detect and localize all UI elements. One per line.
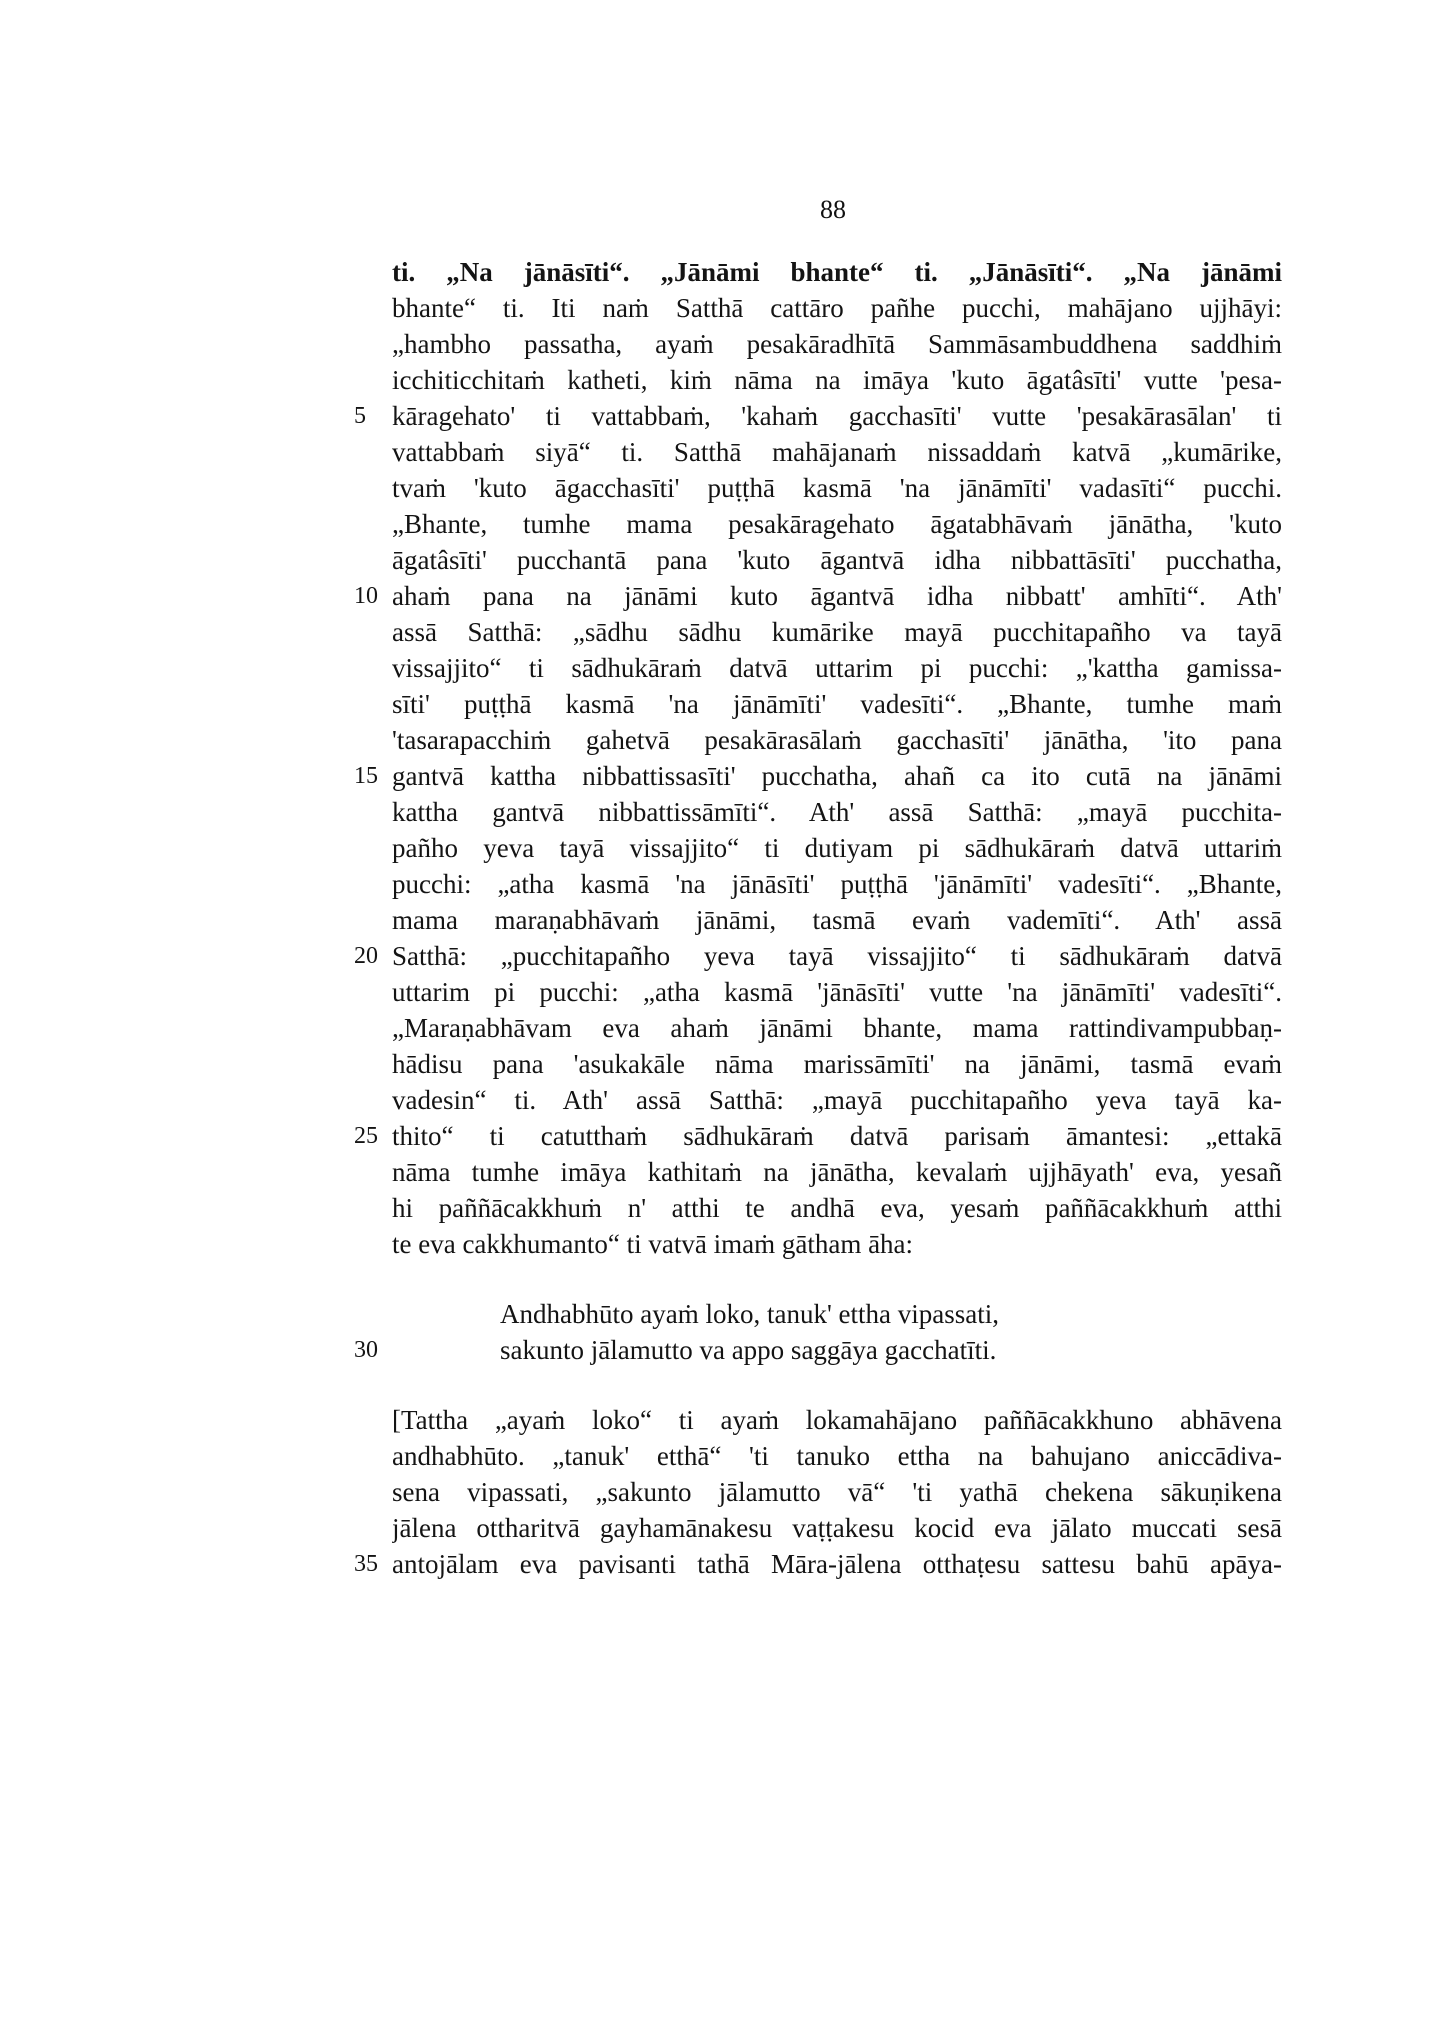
commentary-line: jālena ottharitvā gayhamānakesu vaṭṭakesu kocid eva jālato muccati sesā [392,1513,1282,1543]
text-line: uttarim pi pucchi: „atha kasmā 'jānāsīti' vutte 'na jānāmīti' vadesīti“. [392,977,1282,1007]
text-line: ahaṁ pana na jānāmi kuto āgantvā idha nibbatt' amhīti“. Ath' [392,581,1282,611]
text-line: „Maraṇabhāvam eva ahaṁ jānāmi bhante, mama rattindivampubbaṇ- [392,1013,1282,1043]
text-line: tvaṁ 'kuto āgacchasīti' puṭṭhā kasmā 'na jānāmīti' vadasīti“ pucchi. [392,473,1282,503]
line-number: 25 [354,1123,378,1149]
text-line: mama maraṇabhāvaṁ jānāmi, tasmā evaṁ vademīti“. Ath' assā [392,905,1282,935]
line-number: 35 [354,1551,378,1577]
text-line: pucchi: „atha kasmā 'na jānāsīti' puṭṭhā 'jānāmīti' vadesīti“. „Bhante, [392,869,1282,899]
text-line: vattabbaṁ siyā“ ti. Satthā mahājanaṁ nissaddaṁ katvā „kumārike, [392,437,1282,467]
verse-line: Andhabhūto ayaṁ loko, tanuk' ettha vipassati, [500,1299,1000,1329]
commentary-line: antojālam eva pavisanti tathā Māra-jālena otthaṭesu sattesu bahū apāya- [392,1549,1282,1579]
text-line: thito“ ti catutthaṁ sādhukāraṁ datvā parisaṁ āmantesi: „ettakā [392,1121,1282,1151]
text-line: „Bhante, tumhe mama pesakāragehato āgatabhāvaṁ jānātha, 'kuto [392,509,1282,539]
text-line: icchiticchitaṁ katheti, kiṁ nāma na imāya 'kuto āgatâsīti' vutte 'pesa- [392,365,1282,395]
text-line: gantvā kattha nibbattissasīti' pucchatha, ahañ ca ito cutā na jānāmi [392,761,1282,791]
text-line: kattha gantvā nibbattissāmīti“. Ath' assā Satthā: „mayā pucchita- [392,797,1282,827]
line-number: 5 [354,403,366,429]
text-line: vissajjito“ ti sādhukāraṁ datvā uttarim pi pucchi: „'kattha gamissa- [392,653,1282,683]
commentary-line: sena vipassati, „sakunto jālamutto vā“ 'ti yathā chekena sākuṇikena [392,1477,1282,1507]
text-line: āgatâsīti' pucchantā pana 'kuto āgantvā idha nibbattāsīti' pucchatha, [392,545,1282,575]
line-number: 10 [354,583,378,609]
text-line: ti. „Na jānāsīti“. „Jānāmi bhante“ ti. „Jānāsīti“. „Na jānāmi [392,257,1282,287]
text-line: hi paññācakkhuṁ n' atthi te andhā eva, yesaṁ paññācakkhuṁ atthi [392,1193,1282,1223]
text-line: assā Satthā: „sādhu sādhu kumārike mayā pucchitapañho va tayā [392,617,1282,647]
text-line: 'tasarapacchiṁ gahetvā pesakārasālaṁ gacchasīti' jānātha, 'ito pana [392,725,1282,755]
text-line: vadesin“ ti. Ath' assā Satthā: „mayā pucchitapañho yeva tayā ka- [392,1085,1282,1115]
text-line: te eva cakkhumanto“ ti vatvā imaṁ gātham āha: [392,1229,914,1259]
text-line: sīti' puṭṭhā kasmā 'na jānāmīti' vadesīti“. „Bhante, tumhe maṁ [392,689,1282,719]
line-number: 30 [354,1337,378,1363]
text-line: Satthā: „pucchitapañho yeva tayā vissajjito“ ti sādhukāraṁ datvā [392,941,1282,971]
page-number: 88 [820,195,846,224]
line-number: 20 [354,943,378,969]
text-line: pañho yeva tayā vissajjito“ ti dutiyam pi sādhukāraṁ datvā uttariṁ [392,833,1282,863]
verse-line: sakunto jālamutto va appo saggāya gacchatīti. [500,1335,997,1365]
text-line: „hambho passatha, ayaṁ pesakāradhītā Sammāsambuddhena saddhiṁ [392,329,1282,359]
commentary-line: andhabhūto. „tanuk' etthā“ 'ti tanuko ettha na bahujano aniccādiva- [392,1441,1282,1471]
text-line: hādisu pana 'asukakāle nāma marissāmīti' na jānāmi, tasmā evaṁ [392,1049,1282,1079]
text-line: bhante“ ti. Iti naṁ Satthā cattāro pañhe pucchi, mahājano ujjhāyi: [392,293,1282,323]
commentary-line: [Tattha „ayaṁ loko“ ti ayaṁ lokamahājano paññācakkhuno abhāvena [392,1405,1282,1435]
text-line: nāma tumhe imāya kathitaṁ na jānātha, kevalaṁ ujjhāyath' eva, yesañ [392,1157,1282,1187]
line-number: 15 [354,763,378,789]
text-line: kāragehato' ti vattabbaṁ, 'kahaṁ gacchasīti' vutte 'pesakārasālan' ti [392,401,1282,431]
